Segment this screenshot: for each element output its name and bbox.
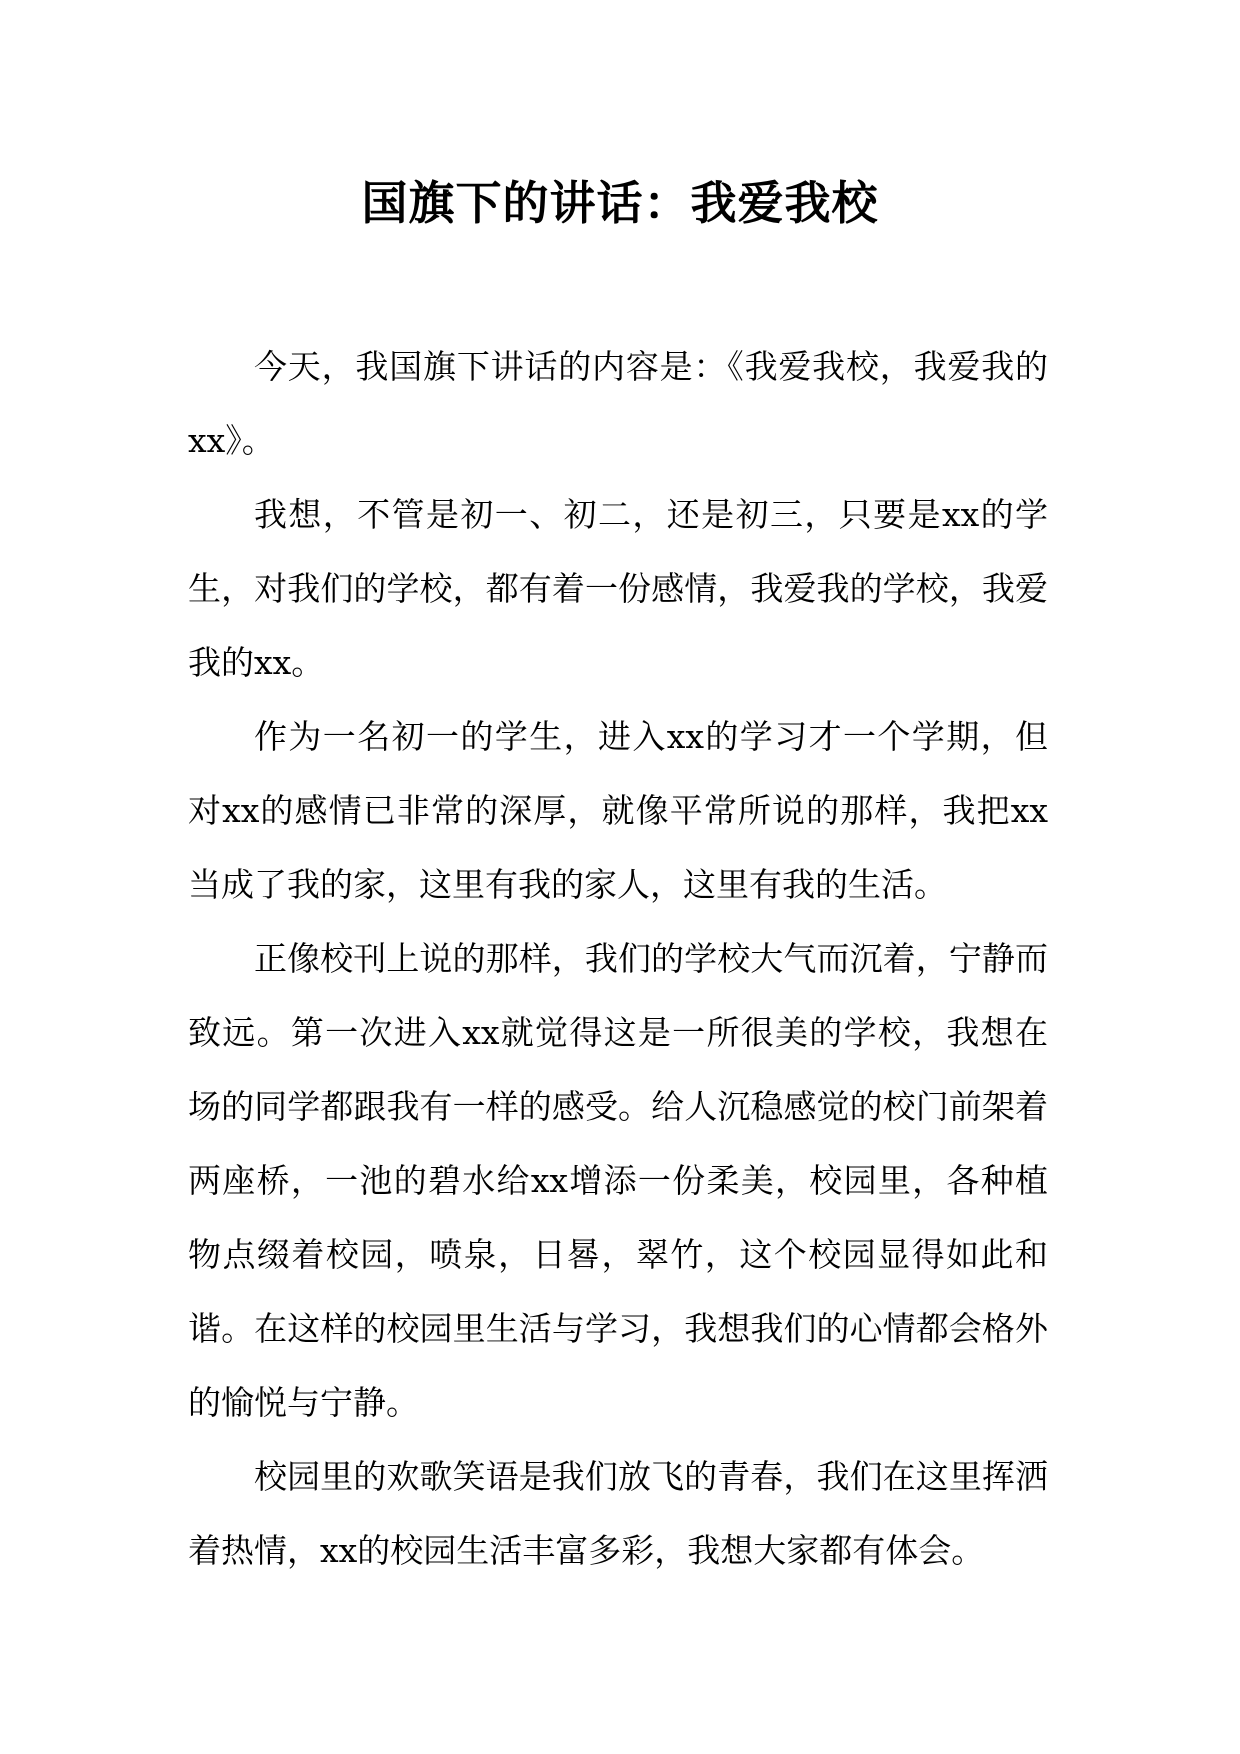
- paragraph-4: 正像校刊上说的那样，我们的学校大气而沉着，宁静而致远。第一次进入xx就觉得这是一所很美的学校，我想在场的同学都跟我有一样的感受。给人沉稳感觉的校门前架着两座桥，一池的碧水给xx增添一份柔美，校园里，各种植物点缀着校园，喷泉，日晷，翠竹，这个校园显得如此和谐。在这样的校园里生活与学习，我想我们的心情都会格外的愉悦与宁静。: [188, 939, 1048, 1422]
- document-body: [188, 330, 1048, 1588]
- document-title: 国旗下的讲话：我爱我校: [361, 176, 879, 230]
- paragraph-1: 今天，我国旗下讲话的内容是：《我爱我校，我爱我的xx》。: [188, 347, 1048, 460]
- paragraph-5: 校园里的欢歌笑语是我们放飞的青春，我们在这里挥洒着热情，xx的校园生活丰富多彩，我想大家都有体会。: [188, 1457, 1048, 1570]
- paragraph-2: 我想，不管是初一、初二，还是初三，只要是xx的学生，对我们的学校，都有着一份感情，我爱我的学校，我爱我的xx。: [188, 495, 1048, 682]
- paragraph-3: 作为一名初一的学生，进入xx的学习才一个学期，但对xx的感情已非常的深厚，就像平常所说的那样，我把xx当成了我的家，这里有我的家人，这里有我的生活。: [188, 717, 1048, 904]
